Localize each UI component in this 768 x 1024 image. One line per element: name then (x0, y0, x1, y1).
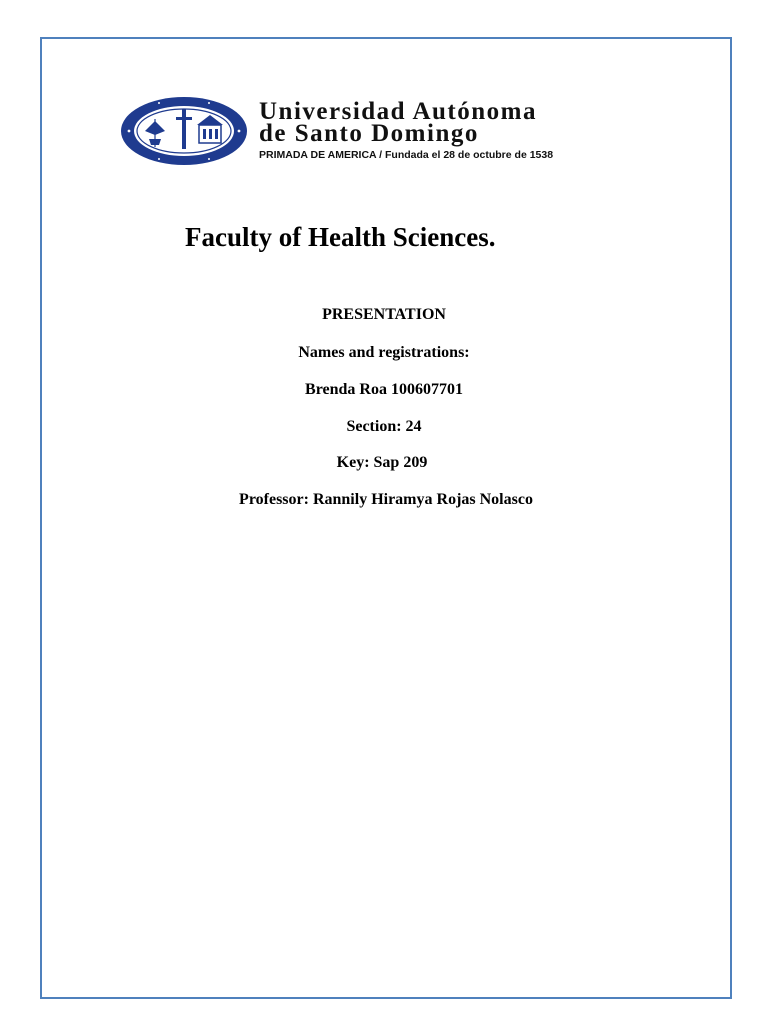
university-seal-icon (119, 95, 249, 167)
section-line: Section: 24 (346, 418, 422, 435)
student-entry: Brenda Roa 100607701 (305, 381, 463, 398)
university-name-block (259, 98, 679, 161)
university-header (116, 93, 676, 169)
university-name-line2: de Santo Domingo (259, 120, 479, 147)
key-line: Key: Sap 209 (336, 454, 428, 471)
page-border (40, 37, 732, 999)
presentation-heading: PRESENTATION (322, 306, 446, 323)
faculty-title: Faculty of Health Sciences. (185, 222, 496, 252)
university-name-line1: Universidad Autónoma (259, 98, 537, 125)
professor-line: Professor: Rannily Hiramya Rojas Nolasco (239, 491, 533, 508)
names-label: Names and registrations: (298, 344, 470, 361)
university-subtitle: PRIMADA DE AMERICA / Fundada el 28 de octubre de 1538 (259, 149, 554, 161)
